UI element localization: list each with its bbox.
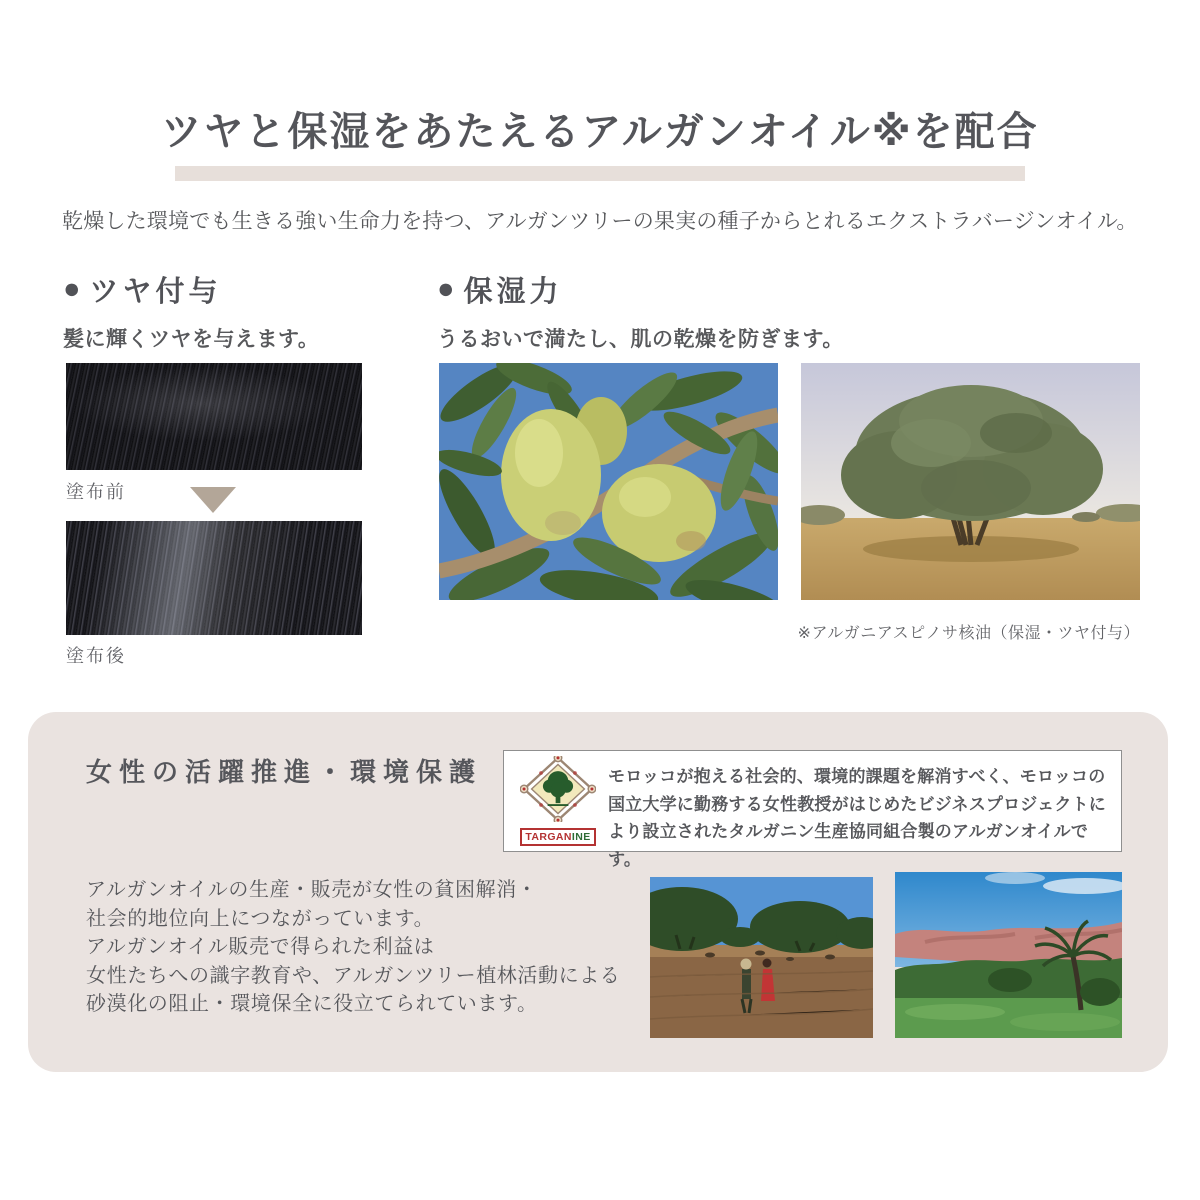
hair-after-photo xyxy=(66,521,362,635)
body-line: 女性たちへの識字教育や、アルガンツリー植林活動による xyxy=(86,964,621,987)
after-label: 塗布後 xyxy=(66,646,126,666)
targanine-tree-emblem-icon xyxy=(520,756,596,822)
moisture-heading-label: 保湿力 xyxy=(463,276,563,308)
targanine-logo xyxy=(520,756,596,846)
argan-grove-people-photo xyxy=(650,877,873,1038)
down-arrow-icon xyxy=(190,487,236,513)
moisture-description: うるおいで満たし、肌の乾燥を防ぎます。 xyxy=(437,328,844,351)
logo-text-green: INE xyxy=(571,831,591,843)
gloss-heading-label: ツヤ付与 xyxy=(89,276,222,308)
targanine-logo-label xyxy=(520,828,596,846)
logo-text-red: TARGAN xyxy=(525,831,572,843)
body-line: アルガンオイル販売で得られた利益は xyxy=(86,936,435,959)
bullet-icon: ● xyxy=(437,273,459,305)
oasis-palm-photo xyxy=(895,872,1122,1038)
before-label: 塗布前 xyxy=(66,482,126,502)
gloss-description: 髪に輝くツヤを与えます。 xyxy=(63,328,320,351)
title-underline-bar xyxy=(175,166,1025,181)
body-line: 砂漠化の阻止・環境保全に役立てられています。 xyxy=(86,993,538,1016)
targanine-description: モロッコが抱える社会的、環境的課題を解消すべく、モロッコの国立大学に勤務する女性教授がはじめたビジネスプロジェクトにより設立されたタルガニン生産協同組合製のアルガンオイルです。 xyxy=(608,767,1106,869)
bullet-icon: ● xyxy=(63,273,85,305)
moisture-section-heading xyxy=(437,269,563,310)
targanine-card xyxy=(503,750,1122,869)
body-line: 社会的地位向上につながっています。 xyxy=(86,907,435,930)
social-body-text xyxy=(86,876,626,1019)
body-line: アルガンオイルの生産・販売が女性の貧困解消・ xyxy=(86,879,538,901)
hair-before-photo xyxy=(66,363,362,470)
argan-fruit-photo xyxy=(439,363,778,600)
page-subtitle: 乾燥した環境でも生きる強い生命力を持つ、アルガンツリーの果実の種子からとれるエクストラバージンオイル。 xyxy=(62,210,1138,233)
gloss-section-heading xyxy=(63,269,222,310)
page-title: ツヤと保湿をあたえるアルガンオイル※を配合 xyxy=(161,110,1039,154)
oil-footnote: ※アルガニアスピノサ核油（保湿・ツヤ付与） xyxy=(797,625,1140,642)
argan-tree-photo xyxy=(801,363,1140,600)
social-heading: 女性の活躍推進・環境保護 xyxy=(86,757,483,787)
